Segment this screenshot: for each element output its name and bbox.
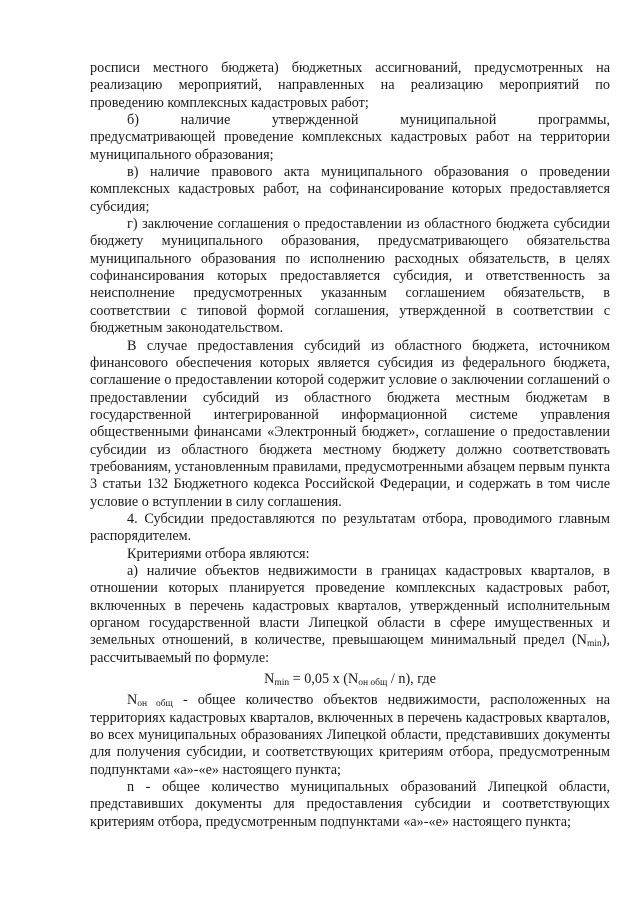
criterion-a-text: а) наличие объектов недвижимости в границах кадастровых кварталов, в отношении которых планируется проведение комплексных кадастровых работ, включенных в перечень кадастровых кварталов, утвержденный исполнительным органом государственной власти Липецкой области в сфере имущественных и земельных отношений, в количестве, превышающем минимальный предел (N [90, 562, 610, 649]
formula-subscript-min: min [274, 678, 290, 689]
word: утвержденной [271, 112, 359, 129]
paragraph-item-4: 4. Субсидии предоставляются по результатам отбора, проводимого главным распорядителем. [90, 510, 610, 545]
paragraph-g: г) заключение соглашения о предоставлении из областного бюджета субсидии бюджету муниципального образования, предусматривающего обязательства муниципального образования по исполнению расходных обязательств, в целях софинансирования которых предоставляется субсидия, и ответственность за неисполнение предусмотренных указанным соглашением обязательств, в соответствии с типовой формой соглашения, утвержденной в соответствии с бюджетным законодательством. [90, 216, 610, 337]
word: муниципальной [400, 112, 497, 129]
formula-n: N [264, 671, 275, 688]
paragraph-b-rest: предусматривающей проведение комплексных кадастровых работ на территории муниципального образования; [90, 129, 610, 163]
subscript-min: min [586, 639, 602, 650]
formula-middle: = 0,05 x (N [289, 671, 359, 688]
formula-end: / n), где [387, 671, 436, 688]
paragraph-budget-allocations: росписи местного бюджета) бюджетных ассигнований, предусмотренных на реализацию мероприятий, направленных на реализацию мероприятий по проведению комплексных кадастровых работ; [90, 60, 610, 111]
paragraph-criterion-a [90, 563, 610, 667]
paragraph-n-definition: n - общее количество муниципальных образований Липецкой области, представивших документы для предоставления субсидии и соответствующих критериям отбора, предусмотренным подпунктами «а»-«е» настоящего пункта; [90, 779, 610, 830]
paragraph-n-total-definition [90, 692, 610, 779]
criterion-a-text-end: ), рассчитываемый по формуле: [90, 632, 610, 666]
formula [90, 671, 610, 688]
paragraph-criteria-heading: Критериями отбора являются: [127, 545, 310, 562]
word: программы, [537, 112, 610, 129]
paragraph-v: в) наличие правового акта муниципального образования о проведении комплексных кадастровых работ, на софинансирование которых предоставляется субсидия; [90, 164, 610, 215]
n-total-text: - общее количество объектов недвижимости, расположенных на территориях кадастровых кварталов, включенных в перечень кадастровых кварталов, во всех муниципальных образованиях Липецкой области, представивших документы для получения субсидии, и соответствующих критериям отбора, предусмотренным подпунктами «а»-«е» настоящего пункта; [90, 692, 610, 778]
symbol-n: N [127, 692, 138, 709]
word: наличие [180, 112, 231, 129]
formula-subscript-total: он общ [358, 678, 388, 689]
word: б) [127, 112, 139, 129]
paragraph-b-first-line [90, 112, 610, 129]
subscript-total: он общ [137, 699, 173, 710]
document-body [90, 60, 610, 831]
paragraph-federal-subsidy: В случае предоставления субсидий из областного бюджета, источником финансового обеспечения которых является субсидия из федерального бюджета, соглашение о предоставлении которой содержит условие о заключении соглашений о предоставлении субсидий из областного бюджета местным бюджетам в государственной интегрированной информационной системе управления общественными финансами «Электронный бюджет», соглашение о предоставлении субсидии из областного бюджета местному бюджету должно соответствовать требованиям, установленным правилами, предусмотренными абзацем первым пункта 3 статьи 132 Бюджетного кодекса Российской Федерации, и содержать в том числе условие о вступлении в силу соглашения. [90, 337, 610, 510]
